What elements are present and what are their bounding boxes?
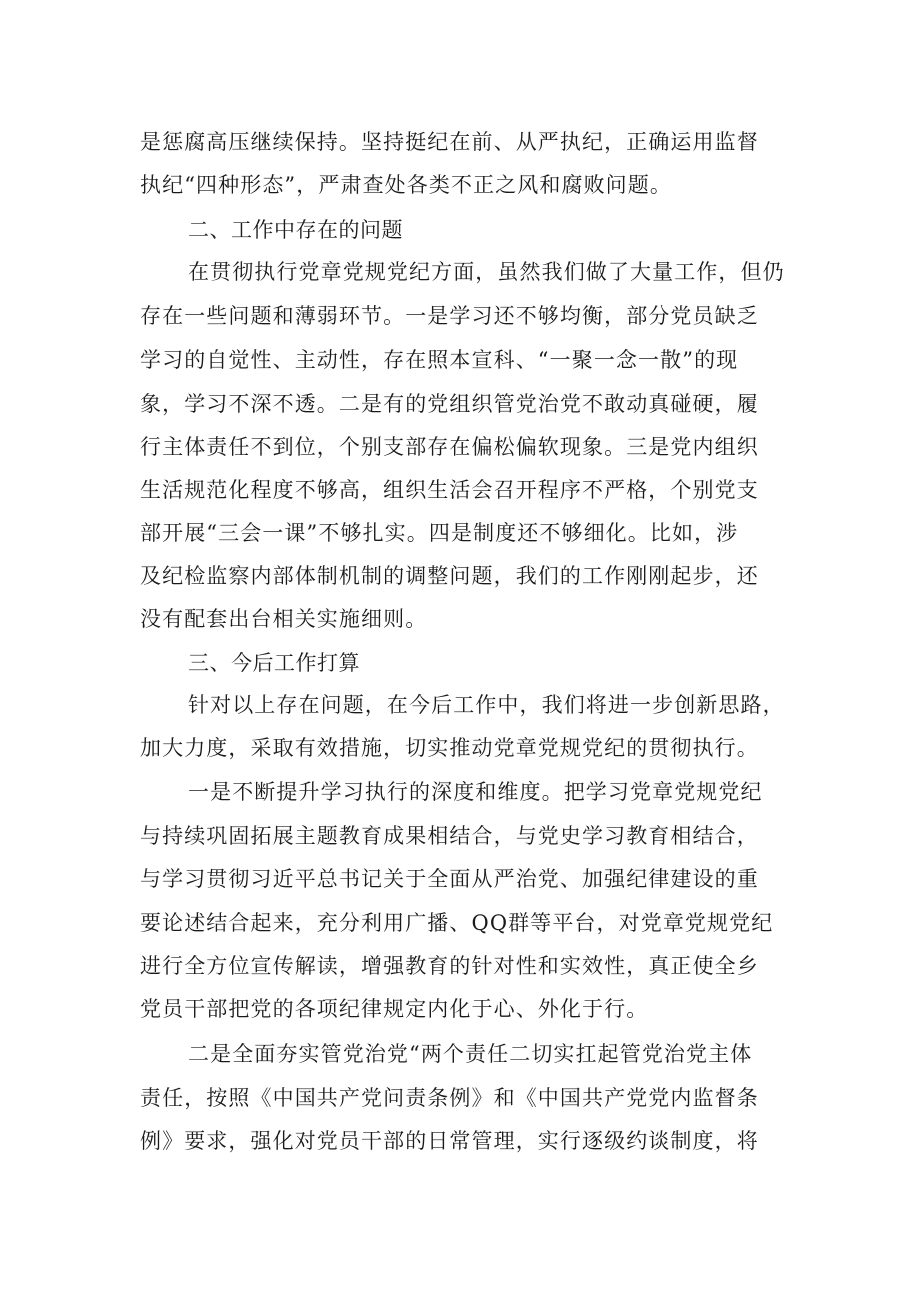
text-line: 在贯彻执行党章党规党纪方面，虽然我们做了大量工作，但仍 [188,260,785,284]
text-line: 进行全方位宣传解读，增强教育的针对性和实效性，真正使全乡 [140,954,759,978]
section-heading: 二、工作中存在的问题 [188,218,403,242]
text-line: 针对以上存在问题，在今后工作中，我们将进一步创新思路， [188,693,785,717]
text-line: 与学习贯彻习近平总书记关于全面从严治党、加强纪律建设的重 [140,867,759,891]
text-line: 与持续巩固拓展主题教育成果相结合，与党史学习教育相结合， [140,824,759,848]
text-line: 例》要求，强化对党员干部的日常管理，实行逐级约谈制度，将 [140,1129,759,1153]
text-line: 象，学习不深不透。二是有的党组织管党治党不敢动真碰硬，履 [140,392,759,416]
text-line: 存在一些问题和薄弱环节。一是学习还不够均衡，部分党员缺乏 [140,304,759,328]
text-line: 生活规范化程度不够高，组织生活会召开程序不严格，个别党支 [140,478,759,502]
text-line: 是惩腐高压继续保持。坚持挺纪在前、从严执纪，正确运用监督 [140,130,759,154]
section-heading: 三、今后工作打算 [188,651,360,675]
text-line: 加大力度，采取有效措施，切实推动党章党规党纪的贯彻执行。 [140,736,759,760]
text-line: 二是全面夯实管党治党“两个责任二切实扛起管党治党主体 [188,1042,753,1066]
text-line: 要论述结合起来，充分利用广播、QQ群等平台，对党章党规党纪 [140,911,774,935]
text-line: 党员干部把党的各项纪律规定内化于心、外化于行。 [140,997,649,1021]
text-line: 执纪“四种形态”，严肃查处各类不正之风和腐败问题。 [140,173,672,197]
text-line: 学习的自觉性、主动性，存在照本宣科、“一聚一念一散”的现 [140,348,739,372]
text-line: 一是不断提升学习执行的深度和维度。把学习党章党规党纪 [188,780,763,804]
text-line: 行主体责任不到位，个别支部存在偏松偏软现象。三是党内组织 [140,435,759,459]
text-line: 责任，按照《中国共产党问责条例》和《中国共产党党内监督条 [140,1086,759,1110]
text-line: 及纪检监察内部体制机制的调整问题，我们的工作刚刚起步，还 [140,564,759,588]
text-line: 没有配套出台相关实施细则。 [140,607,428,631]
text-line: 部开展“三会一课”不够扎实。四是制度还不够细化。比如，涉 [140,521,739,545]
